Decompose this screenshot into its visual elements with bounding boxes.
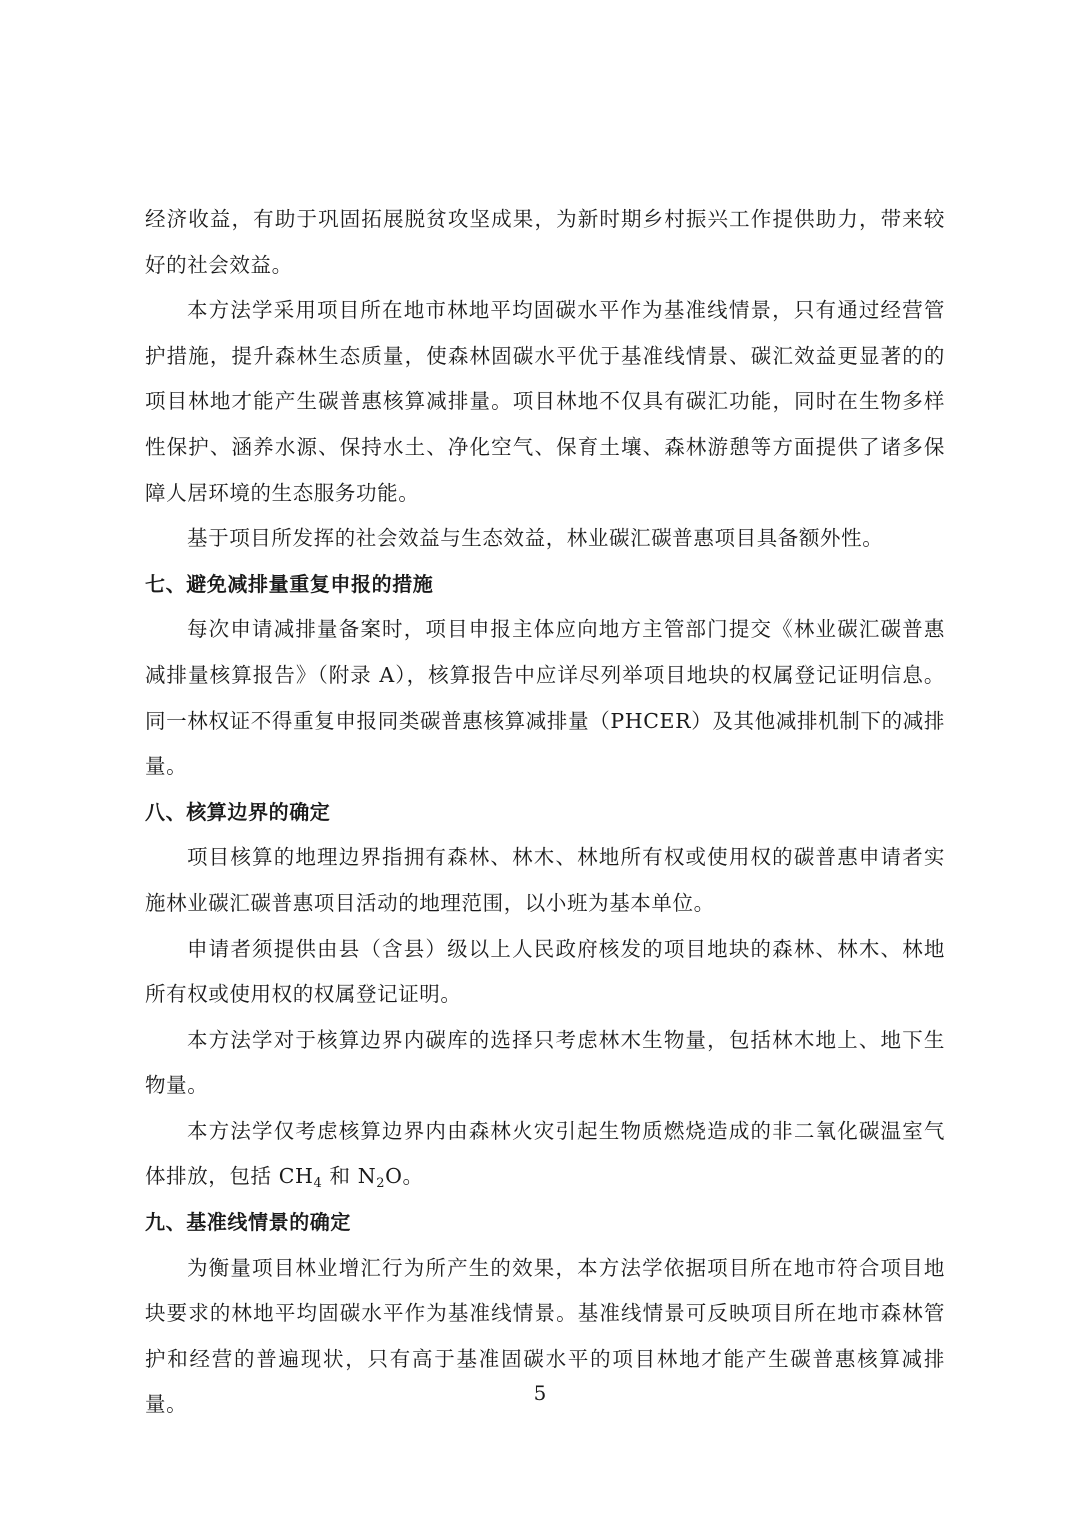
section-heading-9: 九、基准线情景的确定 bbox=[145, 1210, 351, 1235]
ghg-text-lead: 本方法学仅考虑核算边界内由森林火灾引起生物质燃烧造成的非二氧化碳温室气体排放，包括 CH bbox=[145, 1118, 945, 1189]
paragraph-ownership-certificate: 申请者须提供由县（含县）级以上人民政府核发的项目地块的森林、林木、林地所有权或使用权的权属登记证明。 bbox=[145, 936, 945, 1007]
paragraph-carbon-pool: 本方法学对于核算边界内碳库的选择只考虑林木生物量，包括林木地上、地下生物量。 bbox=[145, 1027, 945, 1098]
ghg-text-end: O。 bbox=[385, 1164, 424, 1189]
section-heading-8: 八、核算边界的确定 bbox=[145, 799, 331, 824]
section-heading-7: 七、避免减排量重复申报的措施 bbox=[145, 571, 434, 596]
paragraph-baseline-method: 本方法学采用项目所在地市林地平均固碳水平作为基准线情景，只有通过经营管护措施，提升森林生态质量，使森林固碳水平优于基准线情景、碳汇效益更显著的的项目林地才能产生碳普惠核算减排量。项目林地不仅具有碳汇功能，同时在生物多样性保护、涵养水源、保持水土、净化空气、保育土壤、森林游憩等方面提供了诸多保障人居环境的生态服务功能。 bbox=[145, 298, 945, 505]
paragraph-geographic-boundary: 项目核算的地理边界指拥有森林、林木、林地所有权或使用权的碳普惠申请者实施林业碳汇碳普惠项目活动的地理范围，以小班为基本单位。 bbox=[145, 845, 945, 915]
paragraph-additionality: 基于项目所发挥的社会效益与生态效益，林业碳汇碳普惠项目具备额外性。 bbox=[187, 526, 884, 551]
ghg-text-mid: 和 N bbox=[322, 1164, 377, 1189]
page-number: 5 bbox=[533, 1381, 547, 1405]
paragraph-ghg-emissions bbox=[145, 1109, 945, 1200]
paragraph-continued: 经济收益，有助于巩固拓展脱贫攻坚成果，为新时期乡村振兴工作提供助力，带来较好的社会效益。 bbox=[145, 207, 945, 277]
paragraph-baseline-scenario: 为衡量项目林业增汇行为所产生的效果，本方法学依据项目所在地市符合项目地块要求的林地平均固碳水平作为基准线情景。基准线情景可反映项目所在地市森林管护和经营的普遍现状，只有高于基准固碳水平的项目林地才能产生碳普惠核算减排量。 bbox=[145, 1255, 945, 1417]
document-body bbox=[145, 197, 945, 1428]
ch4-subscript: 4 bbox=[313, 1176, 323, 1192]
n2o-subscript: 2 bbox=[376, 1176, 386, 1192]
paragraph-duplicate-avoidance: 每次申请减排量备案时，项目申报主体应向地方主管部门提交《林业碳汇碳普惠减排量核算报告》（附录 A），核算报告中应详尽列举项目地块的权属登记证明信息。同一林权证不得重复申报同类碳普惠核算减排量（PHCER）及其他减排机制下的减排量。 bbox=[145, 617, 945, 779]
